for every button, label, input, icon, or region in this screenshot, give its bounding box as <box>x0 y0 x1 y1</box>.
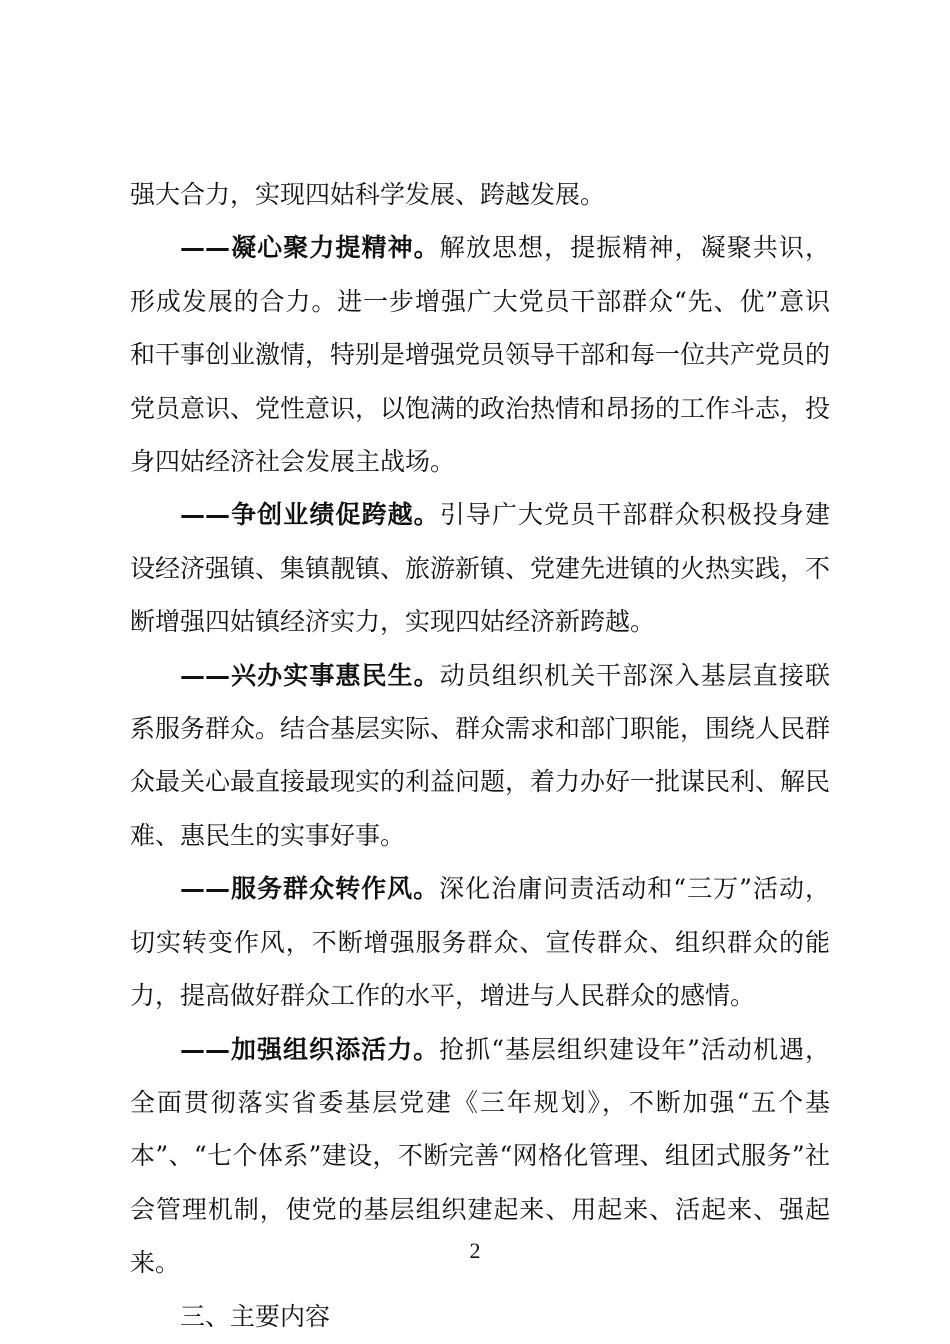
paragraph-lead: ——兴办实事惠民生。 <box>180 660 440 690</box>
paragraph-text: 深化治庸问责活动和“三万”活动，切实转变作风，不断增强服务群众、宣传群众、组织群众的能力，提高做好群众工作的水平，增进与人民群众的感情。 <box>130 874 830 1011</box>
paragraph-lead: ——争创业绩促跨越。 <box>180 500 440 530</box>
paragraph-livelihood <box>130 649 830 863</box>
paragraph-achievement <box>130 488 830 648</box>
paragraph-text: 抢抓“基层组织建设年”活动机遇，全面贯彻落实省委基层党建《三年规划》，不断加强“五个基本”、“七个体系”建设，不断完善“网格化管理、组团式服务”社会管理机制，使党的基层组织建起来、用起来、活起来、强起来。 <box>130 1034 830 1278</box>
paragraph-lead: ——凝心聚力提精神。 <box>180 233 440 263</box>
paragraph-cohesion <box>130 221 830 488</box>
paragraph-continuation <box>130 168 830 221</box>
document-body <box>130 168 830 1343</box>
paragraph-service <box>130 862 830 1022</box>
paragraph-text: 强大合力，实现四姑科学发展、跨越发展。 <box>130 180 606 209</box>
paragraph-text: 引导广大党员干部群众积极投身建设经济强镇、集镇靓镇、旅游新镇、党建先进镇的火热实践，不断增强四姑镇经济实力，实现四姑经济新跨越。 <box>130 500 831 637</box>
paragraph-lead: ——加强组织添活力。 <box>180 1034 440 1064</box>
section-heading: 三、主要内容 <box>180 1301 331 1331</box>
page-number: 2 <box>469 1238 481 1263</box>
paragraph-text: 动员组织机关干部深入基层直接联系服务群众。结合基层实际、群众需求和部门职能，围绕人民群众最关心最直接最现实的利益问题，着力办好一批谋民利、解民难、惠民生的实事好事。 <box>130 660 831 850</box>
paragraph-text: 解放思想，提振精神，凝聚共识，形成发展的合力。进一步增强广大党员干部群众“先、优”意识和干事创业激情，特别是增强党员领导干部和每一位共产党员的党员意识、党性意识，以饱满的政治热情和昂扬的工作斗志，投身四姑经济社会发展主战场。 <box>130 233 831 477</box>
paragraph-lead: ——服务群众转作风。 <box>180 874 440 904</box>
